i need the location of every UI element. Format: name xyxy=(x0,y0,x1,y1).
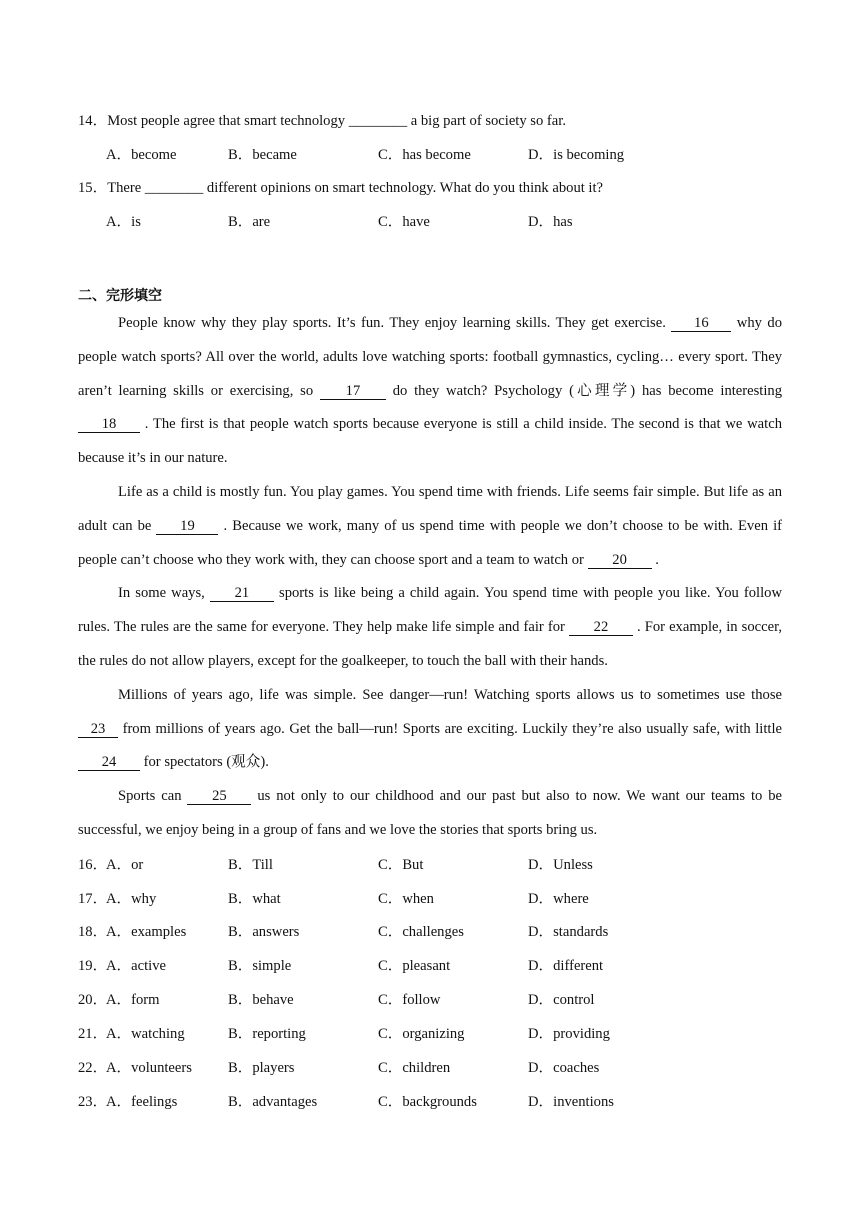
q15-stem-after: different opinions on smart technology. What do you think about it? xyxy=(203,180,604,196)
blank-19: 19 xyxy=(156,518,218,535)
question-18-options xyxy=(78,922,782,942)
option-a: A．feelings xyxy=(106,1094,178,1110)
q14-stem-after: a big part of society so far. xyxy=(407,113,566,129)
blank-17: 17 xyxy=(320,383,386,400)
question-14-options xyxy=(78,145,782,165)
question-22-options xyxy=(78,1058,782,1078)
question-17-options xyxy=(78,889,782,909)
option-d: D．standards xyxy=(528,924,609,940)
q15-blank: ________ xyxy=(144,180,204,196)
option-d: D．inventions xyxy=(528,1094,614,1110)
blank-23: 23 xyxy=(78,721,118,738)
passage-paragraph-5: Sports can 25 us not only to our childhood and our past but also to now. We want our teams to be successful, we enjoy being in a group of fans and we love the stories that sports bring us. xyxy=(78,788,782,838)
question-number: 18． xyxy=(78,924,108,940)
option-c: C．But xyxy=(378,857,424,873)
q14-option-a: A．become xyxy=(106,147,177,163)
option-a: A．or xyxy=(106,857,144,873)
q14-option-b: B．became xyxy=(228,147,297,163)
option-c: C．children xyxy=(378,1060,451,1076)
question-number: 22． xyxy=(78,1060,108,1076)
option-b: B．reporting xyxy=(228,1026,306,1042)
option-b: B．simple xyxy=(228,958,292,974)
option-a: A．volunteers xyxy=(106,1060,192,1076)
option-c: C．backgrounds xyxy=(378,1094,477,1110)
option-b: B．answers xyxy=(228,924,300,940)
question-15-stem xyxy=(78,178,782,198)
passage-paragraph-3: In some ways, 21 sports is like being a child again. You spend time with people you like. You follow rules. The rules are the same for everyone. They help make life simple and fair for 22 . For example, in soccer, the rules do not allow players, except for the goalkeeper, to touch the ball with their hands. xyxy=(78,585,782,669)
q15-option-b: B．are xyxy=(228,214,271,230)
option-a: A．examples xyxy=(106,924,187,940)
question-14-stem xyxy=(78,111,782,131)
question-23-options xyxy=(78,1092,782,1112)
question-19-options xyxy=(78,956,782,976)
q14-blank: ________ xyxy=(348,113,408,129)
question-20-options xyxy=(78,990,782,1010)
blank-20: 20 xyxy=(588,552,652,569)
option-d: D．where xyxy=(528,891,589,907)
blank-24: 24 xyxy=(78,754,140,771)
option-b: B．players xyxy=(228,1060,295,1076)
option-d: D．different xyxy=(528,958,604,974)
q15-option-c: C．have xyxy=(378,214,430,230)
q15-option-a: A．is xyxy=(106,214,141,230)
q14-stem-before: 14．Most people agree that smart technology xyxy=(78,113,349,129)
option-b: B．behave xyxy=(228,992,294,1008)
option-d: D．coaches xyxy=(528,1060,600,1076)
question-number: 19． xyxy=(78,958,108,974)
section-title: 二、完形填空 xyxy=(78,288,162,304)
option-a: A．watching xyxy=(106,1026,185,1042)
blank-25: 25 xyxy=(187,788,251,805)
option-b: B．what xyxy=(228,891,281,907)
question-number: 21． xyxy=(78,1026,108,1042)
q15-stem-before: 15．There xyxy=(78,180,145,196)
option-a: A．active xyxy=(106,958,166,974)
blank-21: 21 xyxy=(210,585,274,602)
blank-22: 22 xyxy=(569,619,633,636)
question-number: 17． xyxy=(78,891,108,907)
blank-18: 18 xyxy=(78,416,140,433)
option-d: D．Unless xyxy=(528,857,593,873)
option-c: C．when xyxy=(378,891,434,907)
option-c: C．follow xyxy=(378,992,441,1008)
option-c: C．organizing xyxy=(378,1026,465,1042)
passage-paragraph-1: People know why they play sports. It’s fun. They enjoy learning skills. They get exercise. 16 why do people watch sports? All over the world, adults love watching sports: football gymnastics, cycling… every sport. They aren’t learning skills or exercising, so 17 do they watch? Psychology (心理学) has become interesting 18 . The first is that people watch sports because everyone is still a child inside. The second is that we watch because it’s in our nature. xyxy=(78,315,783,467)
option-a: A．why xyxy=(106,891,157,907)
question-number: 20． xyxy=(78,992,108,1008)
q14-option-c: C．has become xyxy=(378,147,471,163)
question-number: 23． xyxy=(78,1094,108,1110)
passage-paragraph-2: Life as a child is mostly fun. You play games. You spend time with friends. Life seems fair simple. But life as an adult can be 19 . Because we work, many of us spend time with people we don’t choose to be with. Even if people can’t choose who they work with, they can choose sport and a team to watch or 20 . xyxy=(78,483,782,568)
blank-16: 16 xyxy=(671,315,731,332)
passage-paragraph-4: Millions of years ago, life was simple. See danger—run! Watching sports allows us to sometimes use those 23 from millions of years ago. Get the ball—run! Sports are exciting. Luckily they’re also usually safe, with little 24 for spectators (观众). xyxy=(78,679,782,780)
option-d: D．providing xyxy=(528,1026,610,1042)
option-b: B．Till xyxy=(228,857,273,873)
cloze-passage xyxy=(78,307,782,848)
q14-option-d: D．is becoming xyxy=(528,147,625,163)
option-d: D．control xyxy=(528,992,595,1008)
question-15-options xyxy=(78,212,782,232)
option-a: A．form xyxy=(106,992,160,1008)
option-c: C．pleasant xyxy=(378,958,451,974)
question-16-options xyxy=(78,855,782,875)
question-21-options xyxy=(78,1024,782,1044)
option-b: B．advantages xyxy=(228,1094,318,1110)
question-number: 16． xyxy=(78,857,108,873)
option-c: C．challenges xyxy=(378,924,464,940)
q15-option-d: D．has xyxy=(528,214,573,230)
